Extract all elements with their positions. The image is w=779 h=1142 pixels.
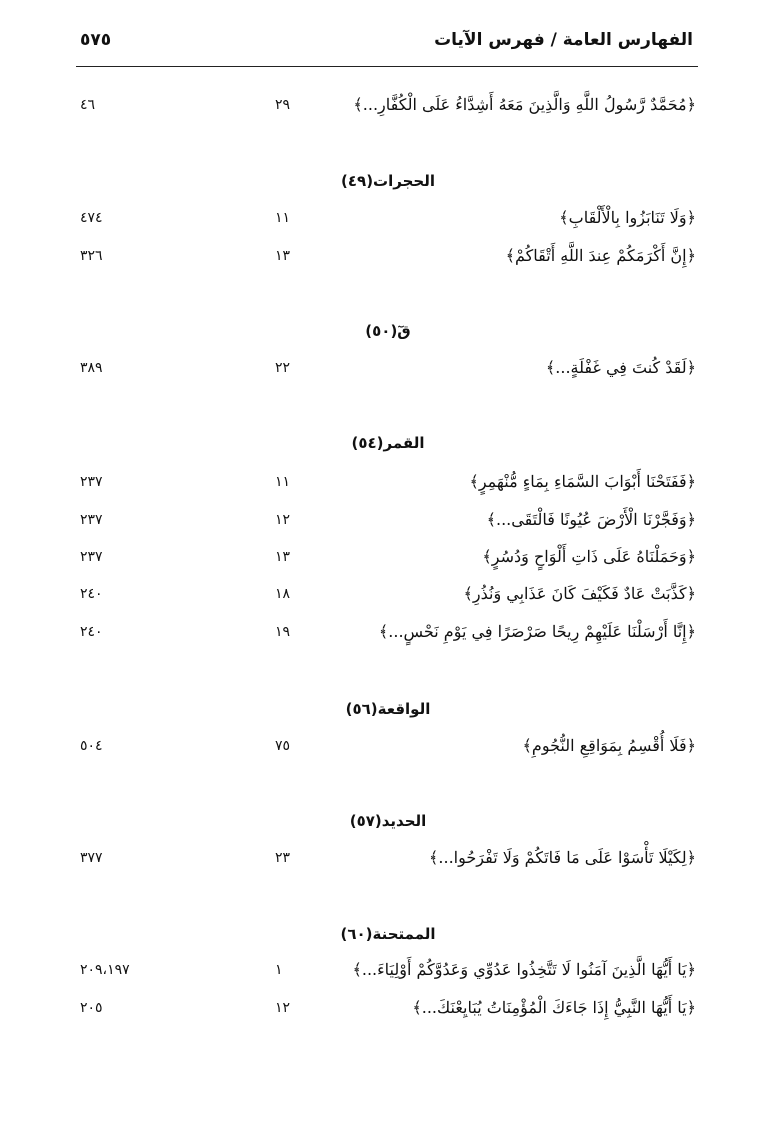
verse-text: ﴿وَفَجَّرْنَا الْأَرْضَ عُيُونًا فَالْتَقَى...﴾	[486, 510, 696, 529]
surah-heading: الواقعة(٥٦)	[345, 700, 431, 718]
surah-heading: الحديد(٥٧)	[349, 812, 427, 830]
verse-text: ﴿كَذَّبَتْ عَادٌ فَكَيْفَ كَانَ عَذَابِي وَنُذُرِ﴾	[463, 584, 696, 603]
verse-text: ﴿لَقَدْ كُنتَ فِي غَفْلَةٍ...﴾	[545, 358, 696, 377]
index-row	[80, 843, 696, 873]
index-row	[80, 731, 696, 761]
ayah-number: ١١	[275, 210, 291, 226]
verse-text: ﴿وَحَمَلْنَاهُ عَلَى ذَاتِ أَلْوَاحٍ وَدُسُرٍ﴾	[482, 547, 696, 566]
page-refs: ٢٣٧	[80, 512, 103, 528]
page-refs: ٤٧٤	[80, 210, 103, 226]
ayah-number: ١٨	[275, 586, 291, 602]
ayah-number: ١٣	[275, 549, 291, 565]
index-row	[80, 353, 696, 383]
page-refs: ٣٨٩	[80, 360, 103, 376]
page-refs: ٥٠٤	[80, 738, 103, 754]
ayah-number: ١١	[275, 474, 291, 490]
verse-text: ﴿إِنَّا أَرْسَلْنَا عَلَيْهِمْ رِيحًا صَرْصَرًا فِي يَوْمِ نَحْسٍ...﴾	[378, 622, 696, 641]
page-refs: ٣٧٧	[80, 850, 103, 866]
page-refs: ٢٠٥	[80, 1000, 103, 1016]
ayah-number: ٢٣	[275, 850, 291, 866]
index-row	[80, 90, 696, 120]
index-row	[80, 542, 696, 572]
ayah-number: ١٩	[275, 624, 291, 640]
page-number: ٥٧٥	[80, 30, 112, 50]
header-divider	[76, 66, 698, 67]
ayah-number: ٢٩	[275, 97, 291, 113]
verse-text: ﴿إِنَّ أَكْرَمَكُمْ عِندَ اللَّهِ أَتْقَاكُمْ﴾	[505, 246, 696, 265]
surah-heading: القمر(٥٤)	[351, 434, 425, 452]
index-row	[80, 505, 696, 535]
index-row	[80, 203, 696, 233]
ayah-number: ١	[275, 962, 283, 978]
ayah-number: ٧٥	[275, 738, 291, 754]
surah-heading: الحجرات(٤٩)	[341, 172, 435, 190]
page-refs: ٣٢٦	[80, 248, 103, 264]
ayah-number: ١٣	[275, 248, 291, 264]
page-refs: ٢٣٧	[80, 474, 103, 490]
page-refs: ٢٣٧	[80, 549, 103, 565]
surah-heading: قٓ(٥٠)	[365, 322, 411, 340]
page-refs: ٤٦	[80, 97, 96, 113]
index-row	[80, 955, 696, 985]
index-row	[80, 579, 696, 609]
verse-text: ﴿وَلَا تَنَابَزُوا بِالْأَلْقَابِ﴾	[559, 208, 696, 227]
page-refs: ٢٤٠	[80, 624, 103, 640]
verse-text: ﴿لِكَيْلَا تَأْسَوْا عَلَى مَا فَاتَكُمْ وَلَا تَفْرَحُوا...﴾	[429, 848, 696, 867]
running-header-title: الفهارس العامة / فهرس الآيات	[434, 30, 693, 50]
index-row	[80, 467, 696, 497]
verse-text: ﴿يَا أَيُّهَا الَّذِينَ آمَنُوا لَا تَتَّخِذُوا عَدُوِّي وَعَدُوَّكُمْ أَوْلِيَاءَ...﴾	[352, 960, 696, 979]
index-row	[80, 617, 696, 647]
surah-heading: الممتحنة(٦٠)	[340, 925, 436, 943]
ayah-number: ١٢	[275, 1000, 291, 1016]
verse-text: ﴿يَا أَيُّهَا النَّبِيُّ إِذَا جَاءَكَ الْمُؤْمِنَاتُ يُبَايِعْنَكَ...﴾	[412, 998, 696, 1017]
page-refs: ٢٠٩،١٩٧	[80, 962, 130, 978]
verse-text: ﴿فَلَا أُقْسِمُ بِمَوَاقِعِ النُّجُومِ﴾	[522, 736, 696, 755]
index-row	[80, 993, 696, 1023]
ayah-number: ٢٢	[275, 360, 291, 376]
ayah-number: ١٢	[275, 512, 291, 528]
index-row	[80, 241, 696, 271]
page-refs: ٢٤٠	[80, 586, 103, 602]
verse-text: ﴿فَفَتَحْنَا أَبْوَابَ السَّمَاءِ بِمَاءٍ مُّنْهَمِرٍ﴾	[469, 472, 696, 491]
verse-text: ﴿مُحَمَّدٌ رَّسُولُ اللَّهِ وَالَّذِينَ مَعَهُ أَشِدَّاءُ عَلَى الْكُفَّارِ...﴾	[353, 95, 696, 114]
